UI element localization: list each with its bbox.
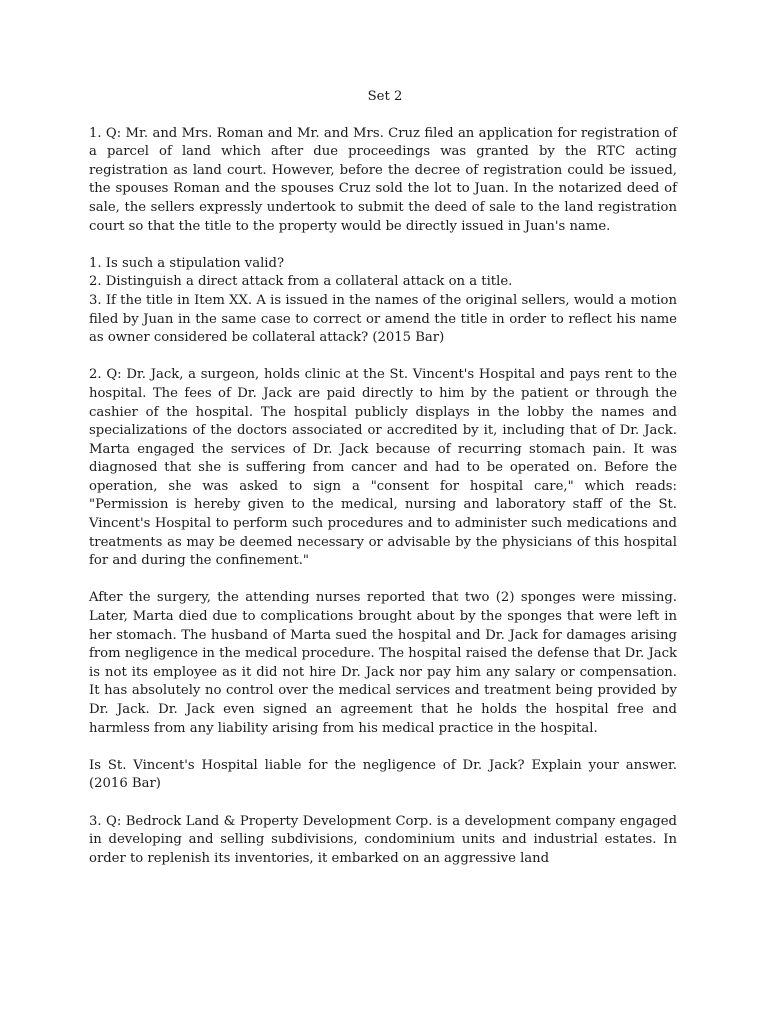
question-3-paragraph: 3. Q: Bedrock Land & Property Development Corp. is a development company engaged in developing and selling subdivisions, condominium units and industrial estates. In order to replenish its inventories, it embarked on an aggressive land: [89, 813, 677, 866]
question-1-subitem: 2. Distinguish a direct attack from a collateral attack on a title.: [89, 274, 513, 290]
question-2-question: Is St. Vincent's Hospital liable for the negligence of Dr. Jack? Explain your answer. (2016 Bar): [89, 757, 677, 792]
question-1-subitem: 1. Is such a stipulation valid?: [89, 255, 285, 271]
question-1-subitem: 3. If the title in Item XX. A is issued in the names of the original sellers, would a motion filed by Juan in the same case to correct or amend the title in order to reflect his name as owner considered be collateral attack? (2015 Bar): [89, 292, 677, 346]
question-2-paragraph-1: 2. Q: Dr. Jack, a surgeon, holds clinic at the St. Vincent's Hospital and pays rent to the hospital. The fees of Dr. Jack are paid directly to him by the patient or through the cashier of the hospital. The hospital publicly displays in the lobby the names and specializations of the doctors associated or accredited by it, including that of Dr. Jack. Marta engaged the services of Dr. Jack because of recurring stomach pain. It was diagnosed that she is suffering from cancer and had to be operated on. Before the operation, she was asked to sign a "consent for hospital care," which reads: "Permission is hereby given to the medical, nursing and laboratory staff of the St. Vincent's Hospital to perform such procedures and to administer such medications and treatments as may be deemed necessary or advisable by the physicians of this hospital for and during the confinement.": [89, 367, 677, 569]
question-1-subitems: [89, 255, 677, 348]
document-page: [89, 88, 677, 887]
document-title: Set 2: [367, 89, 403, 104]
question-2-paragraph-2: After the surgery, the attending nurses reported that two (2) sponges were missing. Later, Marta died due to complications brought about by the sponges that were left in her stomach. The husband of Marta sued the hospital and Dr. Jack for damages arising from negligence in the medical procedure. The hospital raised the defense that Dr. Jack is not its employee as it did not hire Dr. Jack nor pay him any salary or compensation. It has absolutely no control over the medical services and treatment being provided by Dr. Jack. Dr. Jack even signed an agreement that he holds the hospital free and harmless from any liability arising from his medical practice in the hospital.: [89, 590, 677, 736]
question-1-paragraph: 1. Q: Mr. and Mrs. Roman and Mr. and Mrs. Cruz filed an application for registration of a parcel of land which after due proceedings was granted by the RTC acting registration as land court. However, before the decree of registration could be issued, the spouses Roman and the spouses Cruz sold the lot to Juan. In the notarized deed of sale, the sellers expressly undertook to submit the deed of sale to the land registration court so that the title to the property would be directly issued in Juan's name.: [89, 125, 677, 234]
